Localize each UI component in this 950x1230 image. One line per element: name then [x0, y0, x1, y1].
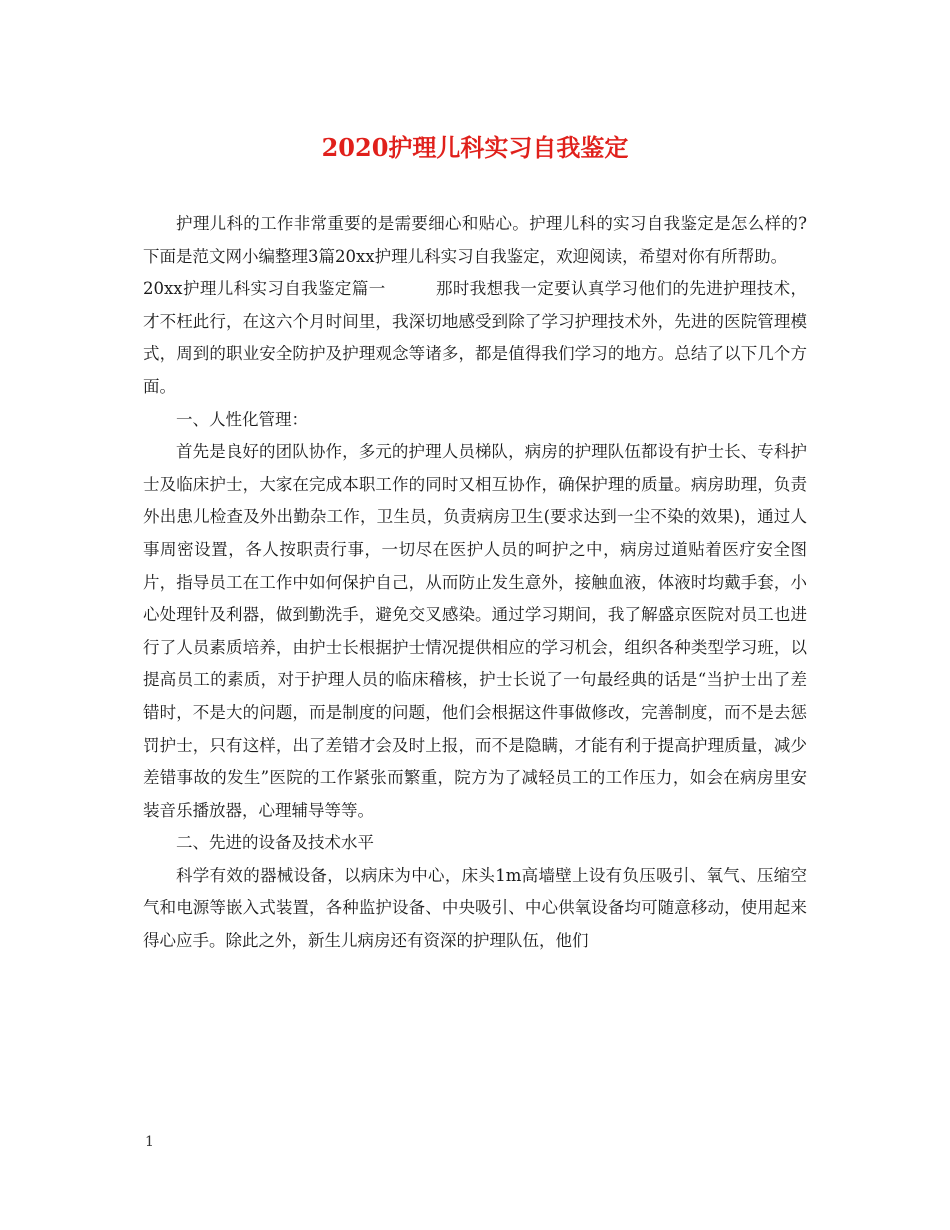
document-title: 2020护理儿科实习自我鉴定: [321, 133, 629, 162]
intro-paragraph: 护理儿科的工作非常重要的是需要细心和贴心。护理儿科的实习自我鉴定是怎么样的?下面是范文网小编整理3篇20xx护理儿科实习自我鉴定，欢迎阅读，希望对你有所帮助。: [143, 214, 807, 266]
page-number: 1: [145, 1134, 154, 1150]
paragraph-equipment: 科学有效的器械设备，以病床为中心，床头1m高墙壁上设有负压吸引、氧气、压缩空气和电源等嵌入式装置，各种监护设备、中央吸引、中心供氧设备均可随意移动，使用起来得心应手。除此之外，新生儿病房还有资深的护理队伍，他们: [143, 865, 807, 951]
subheading-humanized-management: 一、人性化管理：: [176, 409, 308, 429]
section-paragraph: [143, 273, 807, 403]
subheading-advanced-equipment: 二、先进的设备及技术水平: [176, 833, 374, 853]
section-intro-text: 那时我想我一定要认真学习他们的先进护理技术，才不枉此行，在这六个月时间里，我深切地感受到除了学习护理技术外，先进的医院管理模式，周到的职业安全防护及护理观念等诸多，都是值得我们学习的地方。总结了以下几个方面。: [143, 279, 808, 396]
paragraph-teamwork: 首先是良好的团队协作，多元的护理人员梯队，病房的护理队伍都设有护士长、专科护士及临床护士，大家在完成本职工作的同时又相互协作，确保护理的质量。病房助理，负责外出患儿检查及外出勤杂工作，卫生员，负责病房卫生(要求达到一尘不染的效果)，通过人事周密设置，各人按职责行事，一切尽在医护人员的呵护之中，病房过道贴着医疗安全图片，指导员工在工作中如何保护自己，从而防止发生意外，接触血液，体液时均戴手套，小心处理针及利器，做到勤洗手，避免交叉感染。通过学习期间，我了解盛京医院对员工也进行了人员素质培养，由护士长根据护士情况提供相应的学习机会，组织各种类型学习班，以提高员工的素质，对于护理人员的临床稽核，护士长说了一句最经典的话是“当护士出了差错时，不是大的问题，而是制度的问题，他们会根据这件事做修改，完善制度，而不是去惩罚护士，只有这样，出了差错才会及时上报，而不是隐瞒，才能有利于提高护理质量，减少差错事故的发生”医院的工作紧张而繁重，院方为了减轻员工的工作压力，如会在病房里安装音乐播放器，心理辅导等等。: [143, 442, 807, 820]
section-heading: 20xx护理儿科实习自我鉴定篇一: [143, 279, 386, 299]
document-body: [143, 208, 807, 958]
